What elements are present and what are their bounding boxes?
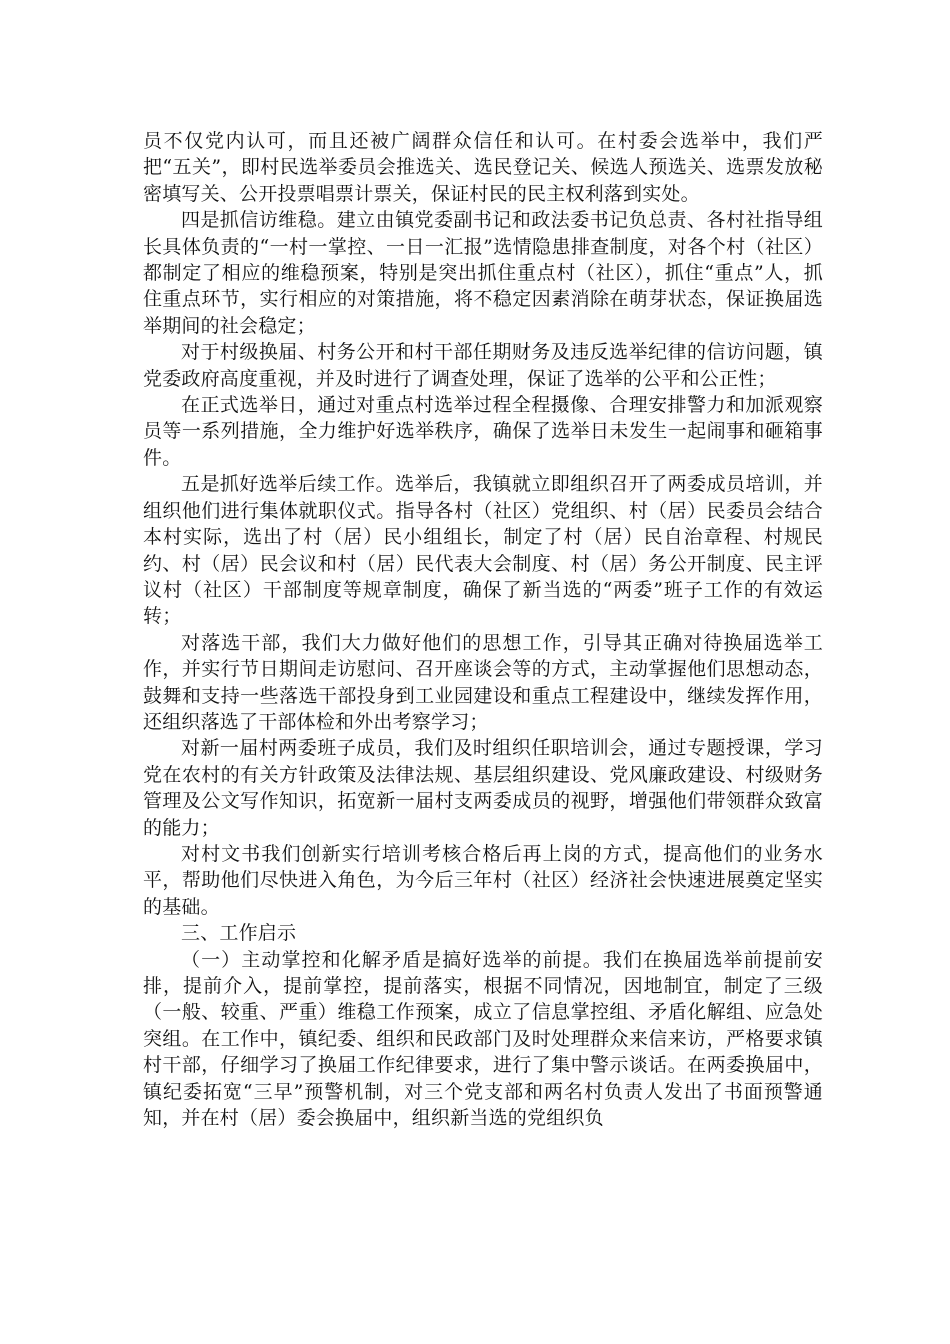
- paragraph-9: （一）主动掌控和化解矛盾是搞好选举的前提。我们在换届选举前提前安排，提前介入，提前掌控，提前落实，根据不同情况，因地制宜，制定了三级（一般、较重、严重）维稳工作预案，成立了信息掌控组、矛盾化解组、应急处突组。在工作中，镇纪委、组织和民政部门及时处理群众来信来访，严格要求镇村干部，仔细学习了换届工作纪律要求，进行了集中警示谈话。在两委换届中，镇纪委拓宽“三早”预警机制，对三个党支部和两名村负责人发出了书面预警通知，并在村（居）委会换届中，组织新当选的党组织负: [143, 948, 823, 1130]
- document-body: [143, 128, 823, 1131]
- paragraph-8: 对村文书我们创新实行培训考核合格后再上岗的方式，提高他们的业务水平，帮助他们尽快进入角色，为今后三年村（社区）经济社会快速进展奠定坚实的基础。: [143, 842, 823, 918]
- paragraph-3: 对于村级换届、村务公开和村干部任期财务及违反选举纪律的信访问题，镇党委政府高度重视，并及时进行了调查处理，保证了选举的公平和公正性；: [143, 341, 823, 390]
- paragraph-4: 在正式选举日，通过对重点村选举过程全程摄像、合理安排警力和加派观察员等一系列措施，全力维护好选举秩序，确保了选举日未发生一起闹事和砸箱事件。: [143, 394, 823, 469]
- paragraph-7: 对新一届村两委班子成员，我们及时组织任职培训会，通过专题授课，学习党在农村的有关方针政策及法律法规、基层组织建设、党风廉政建设、村级财务管理及公文写作知识，拓宽新一届村支两委成员的视野，增强他们带领群众致富的能力；: [143, 737, 823, 839]
- paragraph-6: 对落选干部，我们大力做好他们的思想工作，引导其正确对待换届选举工作，并实行节日期间走访慰问、召开座谈会等的方式，主动掌握他们思想动态，鼓舞和支持一些落选干部投身到工业园建设和重点工程建设中，继续发挥作用，还组织落选了干部体检和外出考察学习；: [143, 631, 823, 733]
- section-heading: 三、工作启示: [181, 922, 297, 945]
- paragraph-1: 员不仅党内认可，而且还被广阔群众信任和认可。在村委会选举中，我们严把“五关”，即村民选举委员会推选关、选民登记关、候选人预选关、选票发放秘密填写关、公开投票唱票计票关，保证村民的民主权利落到实处。: [143, 130, 823, 205]
- paragraph-2: 四是抓信访维稳。建立由镇党委副书记和政法委书记负总责、各村社指导组长具体负责的“一村一掌控、一日一汇报”选情隐患排查制度，对各个村（社区）都制定了相应的维稳预案，特别是突出抓住重点村（社区），抓住“重点”人，抓住重点环节，实行相应的对策措施，将不稳定因素消除在萌芽状态，保证换届选举期间的社会稳定；: [143, 209, 823, 337]
- paragraph-5: 五是抓好选举后续工作。选举后，我镇就立即组织召开了两委成员培训，并组织他们进行集体就职仪式。指导各村（社区）党组织、村（居）民委员会结合本村实际，选出了村（居）民小组组长，制定了村（居）民自治章程、村规民约、村（居）民会议和村（居）民代表大会制度、村（居）务公开制度、民主评议村（社区）干部制度等规章制度，确保了新当选的“两委”班子工作的有效运转；: [143, 473, 823, 628]
